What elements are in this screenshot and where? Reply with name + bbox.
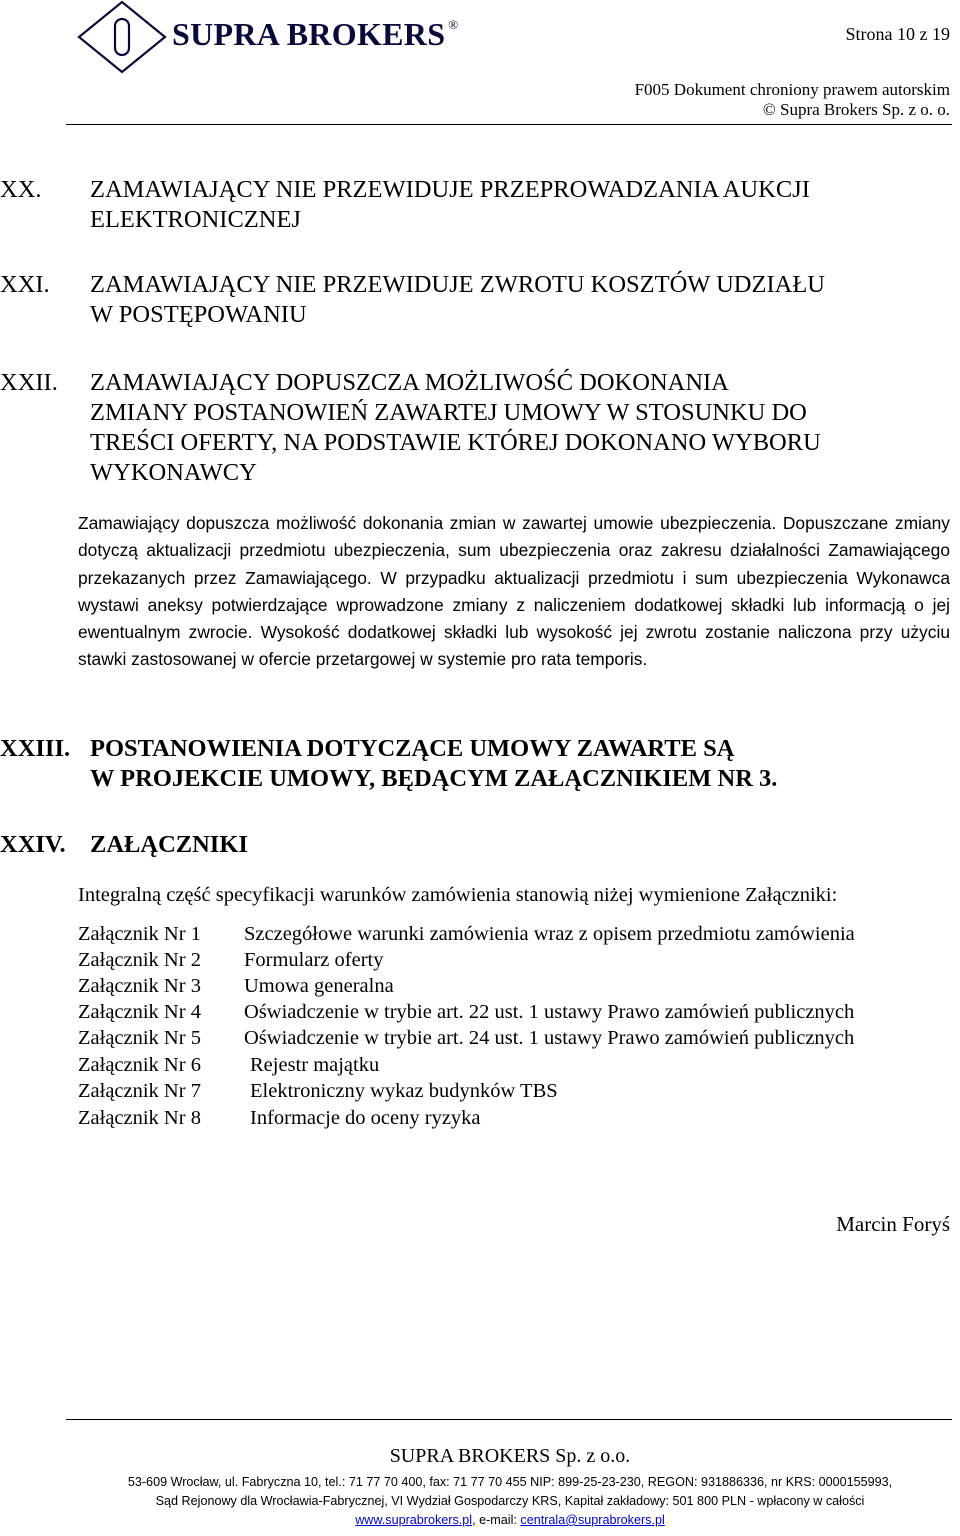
heading-line: POSTANOWIENIA DOTYCZĄCE UMOWY ZAWARTE SĄ — [90, 735, 735, 762]
footer-divider — [66, 1419, 952, 1420]
footer-address-line: 53-609 Wrocław, ul. Fabryczna 10, tel.: 71 77 70 400, fax: 71 77 70 455 NIP: 899-25-23-230, REGON: 931886336, nr KRS: 0000155993, — [127, 1475, 893, 1489]
footer-contact-line — [0, 1513, 960, 1527]
header-divider — [66, 124, 952, 125]
copyright-note — [635, 80, 950, 120]
section-number: XXIV. — [0, 831, 66, 858]
attachment-description: Rejestr majątku — [250, 1054, 380, 1076]
email-prefix: , e-mail: — [472, 1513, 521, 1527]
section-22-paragraph: Zamawiający dopuszcza możliwość dokonania zmian w zawartej umowie ubezpieczenia. Dopuszczane zmiany dotyczą aktualizacji przedmiotu ubezpieczenia, sum ubezpieczenia oraz zakresu działalności Zamawiającego przekazanych przez Zamawiającego. W przypadku aktualizacji przedmiotu i sum ubezpieczenia Wykonawca wystawi aneksy potwierdzające wprowadzone zmiany z naliczeniem dodatkowej składki lub informacją o jej ewentualnym zwrocie. Wysokość dodatkowej składki lub wysokość jej zwrotu zostanie naliczona przy użyciu stawki zastosowanej w ofercie przetargowej w systemie pro rata temporis. — [78, 513, 950, 670]
attachment-label: Załącznik Nr 8 — [78, 1107, 201, 1129]
section-number: XXII. — [0, 369, 58, 396]
email-link[interactable]: centrala@suprabrokers.pl — [520, 1513, 665, 1527]
section-number: XXI. — [0, 271, 50, 298]
attachment-description: Umowa generalna — [244, 975, 394, 997]
attachment-description: Formularz oferty — [244, 949, 384, 971]
heading-line: ZMIANY POSTANOWIEŃ ZAWARTEJ UMOWY W STOSUNKU DO — [90, 399, 807, 426]
copyright-note-line1: F005 Dokument chroniony prawem autorskim — [634, 80, 950, 99]
section-number: XX. — [0, 176, 42, 203]
footer-company-name: SUPRA BROKERS Sp. z o.o. — [389, 1445, 631, 1467]
heading-line: WYKONAWCY — [90, 459, 257, 486]
heading-line: ZAMAWIAJĄCY NIE PRZEWIDUJE ZWROTU KOSZTÓW UDZIAŁU — [90, 271, 825, 298]
section-20-heading — [0, 175, 810, 235]
attachment-label: Załącznik Nr 1 — [78, 923, 201, 945]
attachment-description: Informacje do oceny ryzyka — [250, 1107, 481, 1129]
attachment-description: Oświadczenie w trybie art. 24 ust. 1 ustawy Prawo zamówień publicznych — [244, 1027, 855, 1049]
attachment-description: Oświadczenie w trybie art. 22 ust. 1 ustawy Prawo zamówień publicznych — [244, 1001, 855, 1023]
attachment-label: Załącznik Nr 6 — [78, 1054, 201, 1076]
copyright-note-line2: © Supra Brokers Sp. z o. o. — [762, 100, 950, 119]
website-link[interactable]: www.suprabrokers.pl — [355, 1513, 473, 1527]
section-24-heading — [0, 830, 248, 860]
signature-name: Marcin Foryś — [836, 1212, 950, 1236]
footer-registration-line: Sąd Rejonowy dla Wrocławia-Fabrycznej, VI Wydział Gospodarczy KRS, Kapitał zakładowy: 501 800 PLN - wpłacony w całości — [155, 1494, 865, 1508]
brand-name: SUPRA BROKERS ® — [172, 16, 459, 52]
heading-line: ZAŁĄCZNIKI — [90, 831, 248, 858]
attachment-label: Załącznik Nr 7 — [78, 1080, 201, 1102]
supra-brokers-logo-icon — [76, 0, 168, 74]
section-22-heading — [0, 368, 821, 488]
heading-line: ZAMAWIAJĄCY NIE PRZEWIDUJE PRZEPROWADZANIA AUKCJI — [90, 176, 810, 203]
section-23-heading — [0, 734, 778, 794]
heading-line: W POSTĘPOWANIU — [90, 301, 307, 328]
attachment-label: Załącznik Nr 5 — [78, 1027, 201, 1049]
page-number: Strona 10 z 19 — [845, 24, 950, 44]
heading-line: ELEKTRONICZNEJ — [90, 206, 301, 233]
attachment-description: Elektroniczny wykaz budynków TBS — [250, 1080, 558, 1102]
attachment-label: Załącznik Nr 4 — [78, 1001, 201, 1023]
attachment-label: Załącznik Nr 2 — [78, 949, 201, 971]
attachments-intro: Integralną część specyfikacji warunków zamówienia stanowią niżej wymienione Załączniki: — [78, 884, 838, 906]
attachment-label: Załącznik Nr 3 — [78, 975, 201, 997]
trademark-symbol: ® — [448, 17, 459, 33]
section-number: XXIII. — [0, 735, 71, 762]
section-21-heading — [0, 270, 825, 330]
attachment-description: Szczegółowe warunki zamówienia wraz z opisem przedmiotu zamówienia — [244, 923, 855, 945]
heading-line: W PROJEKCIE UMOWY, BĘDĄCYM ZAŁĄCZNIKIEM NR 3. — [90, 765, 778, 792]
heading-line: ZAMAWIAJĄCY DOPUSZCZA MOŻLIWOŚĆ DOKONANIA — [90, 369, 729, 396]
heading-line: TREŚCI OFERTY, NA PODSTAWIE KTÓREJ DOKONANO WYBORU — [90, 429, 821, 456]
